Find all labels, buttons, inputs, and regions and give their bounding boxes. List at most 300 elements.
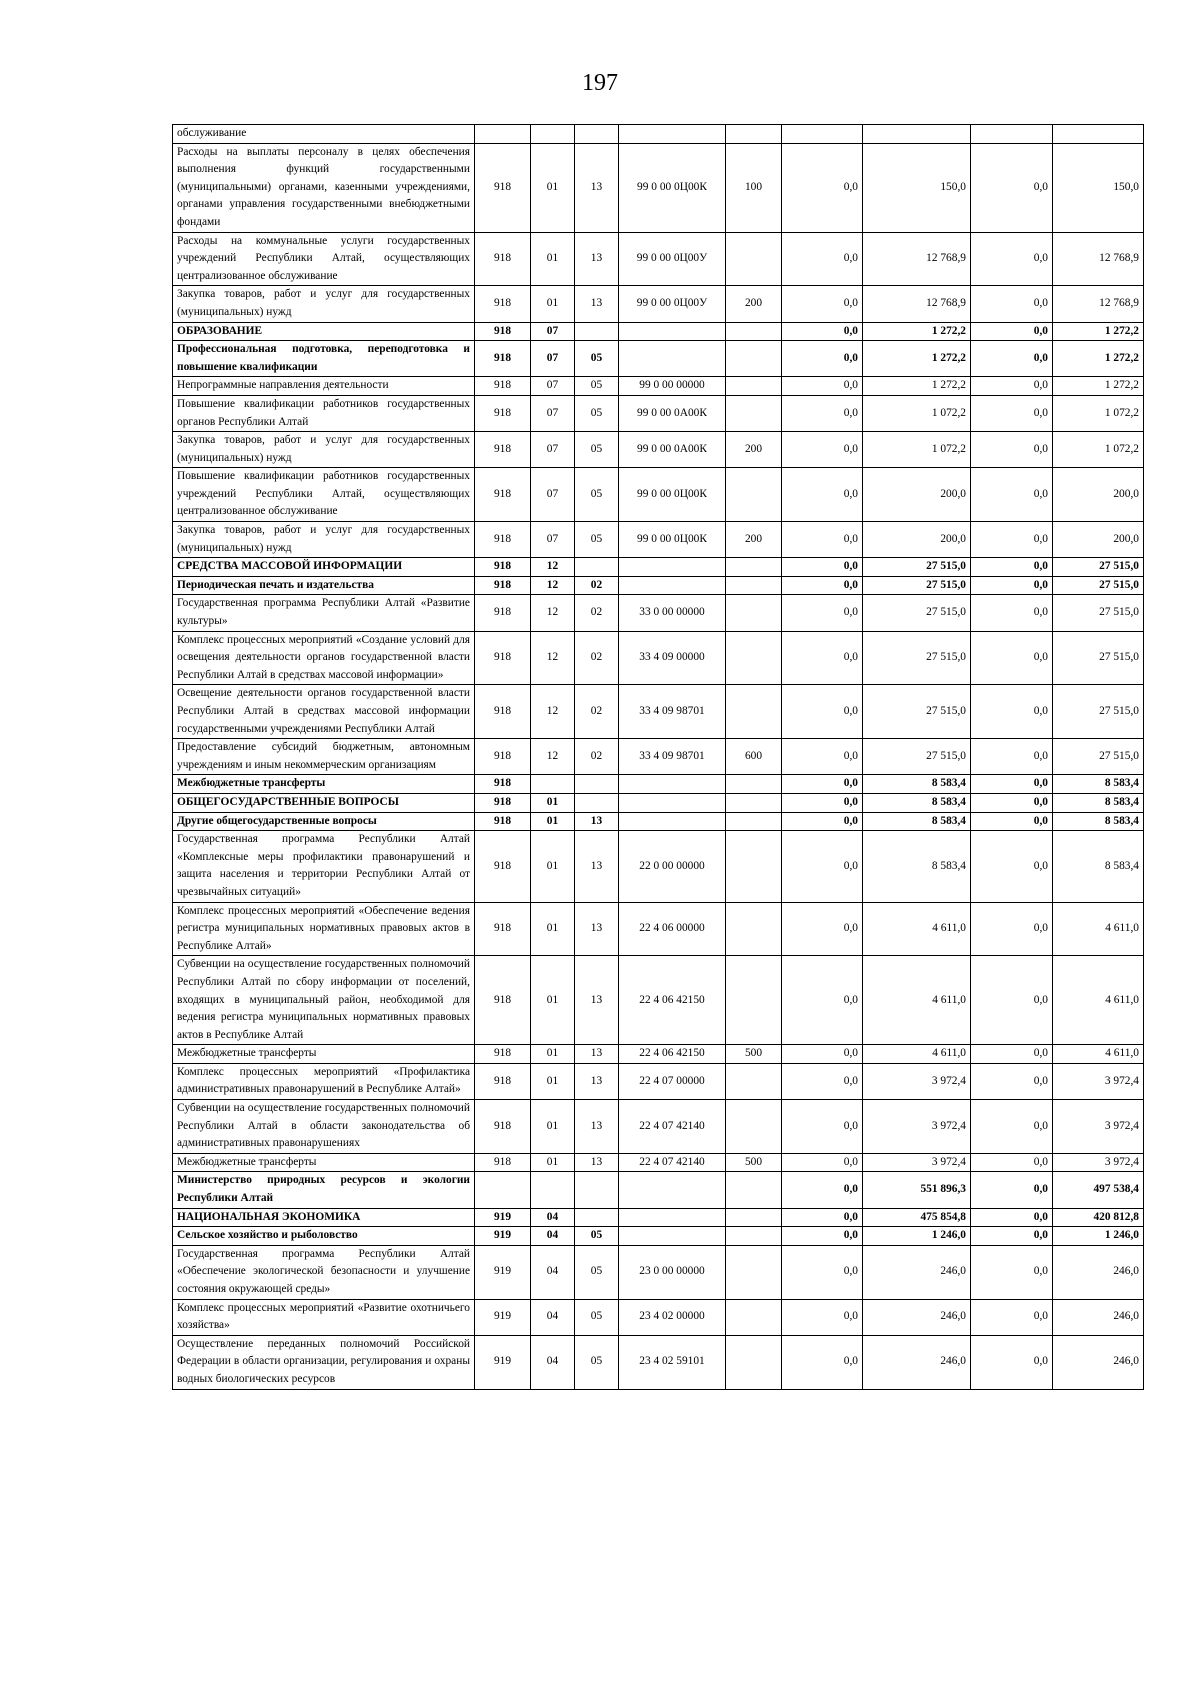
budget-table bbox=[172, 124, 1144, 1390]
cell-amount-4: 27 515,0 bbox=[1053, 739, 1144, 775]
cell-amount-1: 0,0 bbox=[782, 432, 863, 468]
cell-amount-3: 0,0 bbox=[971, 956, 1053, 1045]
cell-target-article bbox=[619, 322, 726, 341]
cell-section-code bbox=[531, 775, 575, 794]
cell-name: Комплекс процессных мероприятий «Создание условий для освещения деятельности органов государственной власти Республики Алтай в средствах массовой информации» bbox=[173, 631, 475, 685]
cell-section-code: 07 bbox=[531, 432, 575, 468]
table-row bbox=[173, 468, 1144, 522]
cell-name: Освещение деятельности органов государственной власти Республики Алтай в средствах массовой информации государственными учреждениями Республики Алтай bbox=[173, 685, 475, 739]
cell-amount-3: 0,0 bbox=[971, 576, 1053, 595]
cell-amount-4: 1 246,0 bbox=[1053, 1227, 1144, 1246]
cell-section-code: 04 bbox=[531, 1299, 575, 1335]
cell-amount-1: 0,0 bbox=[782, 793, 863, 812]
cell-administrator-code: 918 bbox=[475, 631, 531, 685]
cell-amount-2: 27 515,0 bbox=[863, 558, 971, 577]
table-row bbox=[173, 341, 1144, 377]
cell-amount-1: 0,0 bbox=[782, 631, 863, 685]
page-number: 197 bbox=[582, 70, 618, 96]
cell-amount-3: 0,0 bbox=[971, 1045, 1053, 1064]
cell-name: Расходы на выплаты персоналу в целях обеспечения выполнения функций государственными (муниципальными) органами, казенными учреждениями, органами управления государственными внебюджетными фондами bbox=[173, 143, 475, 232]
cell-section-code: 01 bbox=[531, 793, 575, 812]
cell-name: Повышение квалификации работников государственных учреждений Республики Алтай, осуществляющих централизованное обслуживание bbox=[173, 468, 475, 522]
cell-amount-1: 0,0 bbox=[782, 576, 863, 595]
cell-target-article bbox=[619, 1172, 726, 1208]
cell-target-article bbox=[619, 341, 726, 377]
cell-section-code: 07 bbox=[531, 522, 575, 558]
cell-section-code: 01 bbox=[531, 812, 575, 831]
cell-expense-type: 500 bbox=[726, 1045, 782, 1064]
cell-amount-3: 0,0 bbox=[971, 685, 1053, 739]
cell-expense-type bbox=[726, 1063, 782, 1099]
cell-subsection-code: 05 bbox=[575, 1335, 619, 1389]
cell-amount-2 bbox=[863, 125, 971, 144]
cell-expense-type bbox=[726, 468, 782, 522]
cell-amount-4: 200,0 bbox=[1053, 468, 1144, 522]
cell-expense-type bbox=[726, 1227, 782, 1246]
cell-target-article: 23 4 02 00000 bbox=[619, 1299, 726, 1335]
cell-amount-3: 0,0 bbox=[971, 341, 1053, 377]
cell-amount-4: 27 515,0 bbox=[1053, 558, 1144, 577]
cell-amount-3: 0,0 bbox=[971, 322, 1053, 341]
cell-amount-1: 0,0 bbox=[782, 286, 863, 322]
cell-expense-type bbox=[726, 1335, 782, 1389]
cell-subsection-code: 05 bbox=[575, 522, 619, 558]
cell-expense-type bbox=[726, 125, 782, 144]
cell-target-article: 22 4 07 42140 bbox=[619, 1100, 726, 1154]
table-row bbox=[173, 395, 1144, 431]
cell-amount-4: 3 972,4 bbox=[1053, 1153, 1144, 1172]
cell-administrator-code: 918 bbox=[475, 232, 531, 286]
table-row bbox=[173, 739, 1144, 775]
cell-expense-type bbox=[726, 631, 782, 685]
table-row bbox=[173, 1245, 1144, 1299]
table-row bbox=[173, 775, 1144, 794]
cell-amount-2: 1 272,2 bbox=[863, 377, 971, 396]
cell-section-code: 01 bbox=[531, 1045, 575, 1064]
cell-amount-3: 0,0 bbox=[971, 232, 1053, 286]
cell-administrator-code: 918 bbox=[475, 1045, 531, 1064]
cell-target-article bbox=[619, 1208, 726, 1227]
cell-target-article: 33 4 09 98701 bbox=[619, 685, 726, 739]
cell-expense-type: 600 bbox=[726, 739, 782, 775]
cell-amount-2: 12 768,9 bbox=[863, 286, 971, 322]
cell-amount-2: 475 854,8 bbox=[863, 1208, 971, 1227]
cell-name: ОБЩЕГОСУДАРСТВЕННЫЕ ВОПРОСЫ bbox=[173, 793, 475, 812]
cell-amount-3: 0,0 bbox=[971, 812, 1053, 831]
cell-administrator-code bbox=[475, 1172, 531, 1208]
cell-name: Профессиональная подготовка, переподготовка и повышение квалификации bbox=[173, 341, 475, 377]
cell-amount-1: 0,0 bbox=[782, 1063, 863, 1099]
cell-name: Комплекс процессных мероприятий «Развитие охотничьего хозяйства» bbox=[173, 1299, 475, 1335]
cell-expense-type bbox=[726, 1172, 782, 1208]
cell-administrator-code: 918 bbox=[475, 377, 531, 396]
cell-section-code: 07 bbox=[531, 322, 575, 341]
table-row bbox=[173, 1045, 1144, 1064]
table-row bbox=[173, 1100, 1144, 1154]
cell-name: Расходы на коммунальные услуги государственных учреждений Республики Алтай, осуществляющих централизованное обслуживание bbox=[173, 232, 475, 286]
cell-administrator-code: 918 bbox=[475, 558, 531, 577]
cell-subsection-code: 13 bbox=[575, 902, 619, 956]
cell-section-code: 01 bbox=[531, 1153, 575, 1172]
cell-amount-2: 246,0 bbox=[863, 1245, 971, 1299]
cell-amount-2: 3 972,4 bbox=[863, 1153, 971, 1172]
cell-subsection-code: 05 bbox=[575, 1299, 619, 1335]
cell-target-article: 22 4 06 42150 bbox=[619, 1045, 726, 1064]
cell-amount-3: 0,0 bbox=[971, 902, 1053, 956]
cell-amount-1: 0,0 bbox=[782, 739, 863, 775]
cell-subsection-code: 13 bbox=[575, 812, 619, 831]
cell-subsection-code bbox=[575, 1172, 619, 1208]
cell-expense-type bbox=[726, 1245, 782, 1299]
cell-amount-4: 1 072,2 bbox=[1053, 432, 1144, 468]
cell-subsection-code: 13 bbox=[575, 831, 619, 902]
cell-subsection-code bbox=[575, 793, 619, 812]
cell-amount-1: 0,0 bbox=[782, 341, 863, 377]
cell-target-article bbox=[619, 812, 726, 831]
table-row bbox=[173, 631, 1144, 685]
cell-section-code: 07 bbox=[531, 377, 575, 396]
cell-administrator-code: 918 bbox=[475, 322, 531, 341]
cell-administrator-code: 918 bbox=[475, 143, 531, 232]
cell-name: обслуживание bbox=[173, 125, 475, 144]
cell-administrator-code: 918 bbox=[475, 468, 531, 522]
cell-administrator-code: 918 bbox=[475, 902, 531, 956]
cell-amount-1: 0,0 bbox=[782, 1045, 863, 1064]
cell-amount-3: 0,0 bbox=[971, 595, 1053, 631]
cell-amount-1: 0,0 bbox=[782, 232, 863, 286]
cell-amount-2: 200,0 bbox=[863, 522, 971, 558]
cell-target-article: 22 4 07 00000 bbox=[619, 1063, 726, 1099]
cell-subsection-code: 05 bbox=[575, 341, 619, 377]
cell-administrator-code: 918 bbox=[475, 793, 531, 812]
cell-administrator-code: 918 bbox=[475, 775, 531, 794]
cell-subsection-code: 13 bbox=[575, 143, 619, 232]
cell-target-article: 22 0 00 00000 bbox=[619, 831, 726, 902]
table-row bbox=[173, 232, 1144, 286]
cell-name: Субвенции на осуществление государственных полномочий Республики Алтай в области законодательства об административных правонарушениях bbox=[173, 1100, 475, 1154]
cell-section-code: 07 bbox=[531, 395, 575, 431]
cell-amount-4: 12 768,9 bbox=[1053, 232, 1144, 286]
cell-amount-3: 0,0 bbox=[971, 775, 1053, 794]
cell-administrator-code: 918 bbox=[475, 1063, 531, 1099]
cell-expense-type bbox=[726, 595, 782, 631]
cell-amount-1: 0,0 bbox=[782, 1208, 863, 1227]
cell-amount-4: 1 272,2 bbox=[1053, 322, 1144, 341]
cell-section-code: 01 bbox=[531, 143, 575, 232]
cell-administrator-code: 919 bbox=[475, 1227, 531, 1246]
cell-amount-3: 0,0 bbox=[971, 831, 1053, 902]
cell-amount-2: 27 515,0 bbox=[863, 595, 971, 631]
cell-amount-3: 0,0 bbox=[971, 1299, 1053, 1335]
cell-expense-type bbox=[726, 1100, 782, 1154]
cell-amount-2: 4 611,0 bbox=[863, 902, 971, 956]
cell-expense-type bbox=[726, 341, 782, 377]
cell-amount-2: 3 972,4 bbox=[863, 1100, 971, 1154]
cell-amount-1: 0,0 bbox=[782, 831, 863, 902]
cell-amount-3: 0,0 bbox=[971, 522, 1053, 558]
cell-amount-4: 27 515,0 bbox=[1053, 576, 1144, 595]
cell-target-article: 99 0 00 0Ц00У bbox=[619, 232, 726, 286]
cell-expense-type bbox=[726, 395, 782, 431]
cell-amount-2: 1 072,2 bbox=[863, 432, 971, 468]
cell-amount-4: 8 583,4 bbox=[1053, 831, 1144, 902]
cell-amount-2: 8 583,4 bbox=[863, 793, 971, 812]
cell-amount-2: 4 611,0 bbox=[863, 956, 971, 1045]
cell-subsection-code bbox=[575, 558, 619, 577]
cell-name: Сельское хозяйство и рыболовство bbox=[173, 1227, 475, 1246]
cell-amount-3: 0,0 bbox=[971, 1245, 1053, 1299]
cell-amount-1 bbox=[782, 125, 863, 144]
cell-amount-1: 0,0 bbox=[782, 685, 863, 739]
cell-amount-4: 4 611,0 bbox=[1053, 902, 1144, 956]
cell-section-code: 12 bbox=[531, 558, 575, 577]
cell-expense-type bbox=[726, 902, 782, 956]
cell-amount-4: 8 583,4 bbox=[1053, 793, 1144, 812]
cell-subsection-code: 05 bbox=[575, 432, 619, 468]
cell-amount-2: 27 515,0 bbox=[863, 685, 971, 739]
cell-amount-4 bbox=[1053, 125, 1144, 144]
cell-section-code: 04 bbox=[531, 1335, 575, 1389]
cell-name: СРЕДСТВА МАССОВОЙ ИНФОРМАЦИИ bbox=[173, 558, 475, 577]
cell-amount-3: 0,0 bbox=[971, 1172, 1053, 1208]
cell-subsection-code: 13 bbox=[575, 286, 619, 322]
cell-target-article bbox=[619, 793, 726, 812]
cell-amount-2: 1 272,2 bbox=[863, 341, 971, 377]
cell-amount-2: 27 515,0 bbox=[863, 739, 971, 775]
cell-amount-3: 0,0 bbox=[971, 377, 1053, 396]
cell-target-article bbox=[619, 558, 726, 577]
cell-target-article bbox=[619, 125, 726, 144]
cell-administrator-code bbox=[475, 125, 531, 144]
cell-subsection-code: 13 bbox=[575, 1100, 619, 1154]
cell-name: Государственная программа Республики Алтай «Комплексные меры профилактики правонарушений и защита населения и территории Республики Алтай от чрезвычайных ситуаций» bbox=[173, 831, 475, 902]
cell-target-article: 33 0 00 00000 bbox=[619, 595, 726, 631]
cell-administrator-code: 918 bbox=[475, 1100, 531, 1154]
cell-amount-4: 420 812,8 bbox=[1053, 1208, 1144, 1227]
cell-amount-1: 0,0 bbox=[782, 468, 863, 522]
cell-administrator-code: 918 bbox=[475, 432, 531, 468]
cell-amount-4: 3 972,4 bbox=[1053, 1063, 1144, 1099]
cell-target-article: 99 0 00 0Ц00К bbox=[619, 468, 726, 522]
cell-expense-type bbox=[726, 793, 782, 812]
cell-amount-4: 150,0 bbox=[1053, 143, 1144, 232]
cell-amount-4: 12 768,9 bbox=[1053, 286, 1144, 322]
table-row bbox=[173, 125, 1144, 144]
cell-amount-3: 0,0 bbox=[971, 286, 1053, 322]
cell-expense-type bbox=[726, 1299, 782, 1335]
cell-amount-2: 4 611,0 bbox=[863, 1045, 971, 1064]
cell-target-article: 99 0 00 00000 bbox=[619, 377, 726, 396]
cell-expense-type: 500 bbox=[726, 1153, 782, 1172]
cell-expense-type: 200 bbox=[726, 432, 782, 468]
cell-section-code: 04 bbox=[531, 1245, 575, 1299]
cell-target-article: 99 0 00 0А00К bbox=[619, 395, 726, 431]
cell-section-code: 01 bbox=[531, 232, 575, 286]
cell-amount-4: 27 515,0 bbox=[1053, 631, 1144, 685]
cell-amount-4: 8 583,4 bbox=[1053, 775, 1144, 794]
cell-amount-3: 0,0 bbox=[971, 1227, 1053, 1246]
cell-amount-1: 0,0 bbox=[782, 377, 863, 396]
cell-administrator-code: 918 bbox=[475, 595, 531, 631]
cell-administrator-code: 918 bbox=[475, 286, 531, 322]
cell-amount-1: 0,0 bbox=[782, 956, 863, 1045]
cell-target-article bbox=[619, 775, 726, 794]
cell-section-code: 12 bbox=[531, 595, 575, 631]
cell-name: Государственная программа Республики Алтай «Обеспечение экологической безопасности и улучшение состояния окружающей среды» bbox=[173, 1245, 475, 1299]
cell-target-article: 99 0 00 0А00К bbox=[619, 432, 726, 468]
cell-name: Министерство природных ресурсов и экологии Республики Алтай bbox=[173, 1172, 475, 1208]
cell-expense-type bbox=[726, 685, 782, 739]
cell-name: Периодическая печать и издательства bbox=[173, 576, 475, 595]
cell-amount-4: 200,0 bbox=[1053, 522, 1144, 558]
table-row bbox=[173, 522, 1144, 558]
cell-expense-type bbox=[726, 775, 782, 794]
cell-name: Межбюджетные трансферты bbox=[173, 1045, 475, 1064]
cell-name: Закупка товаров, работ и услуг для государственных (муниципальных) нужд bbox=[173, 286, 475, 322]
cell-subsection-code: 13 bbox=[575, 1063, 619, 1099]
cell-administrator-code: 918 bbox=[475, 831, 531, 902]
cell-administrator-code: 918 bbox=[475, 576, 531, 595]
cell-target-article bbox=[619, 576, 726, 595]
cell-amount-2: 27 515,0 bbox=[863, 631, 971, 685]
table-row bbox=[173, 576, 1144, 595]
table-row bbox=[173, 1299, 1144, 1335]
cell-amount-4: 497 538,4 bbox=[1053, 1172, 1144, 1208]
cell-amount-3 bbox=[971, 125, 1053, 144]
cell-expense-type bbox=[726, 377, 782, 396]
cell-amount-4: 246,0 bbox=[1053, 1335, 1144, 1389]
cell-amount-2: 200,0 bbox=[863, 468, 971, 522]
cell-section-code: 12 bbox=[531, 739, 575, 775]
cell-subsection-code: 05 bbox=[575, 1227, 619, 1246]
cell-section-code: 12 bbox=[531, 631, 575, 685]
cell-name: НАЦИОНАЛЬНАЯ ЭКОНОМИКА bbox=[173, 1208, 475, 1227]
cell-section-code: 04 bbox=[531, 1208, 575, 1227]
cell-section-code: 01 bbox=[531, 902, 575, 956]
cell-amount-3: 0,0 bbox=[971, 793, 1053, 812]
cell-subsection-code: 13 bbox=[575, 956, 619, 1045]
cell-administrator-code: 919 bbox=[475, 1335, 531, 1389]
cell-administrator-code: 918 bbox=[475, 685, 531, 739]
cell-target-article: 33 4 09 98701 bbox=[619, 739, 726, 775]
cell-amount-4: 27 515,0 bbox=[1053, 685, 1144, 739]
cell-amount-2: 12 768,9 bbox=[863, 232, 971, 286]
cell-amount-3: 0,0 bbox=[971, 1153, 1053, 1172]
cell-amount-1: 0,0 bbox=[782, 558, 863, 577]
cell-section-code bbox=[531, 1172, 575, 1208]
cell-amount-1: 0,0 bbox=[782, 812, 863, 831]
cell-amount-1: 0,0 bbox=[782, 595, 863, 631]
cell-amount-4: 1 072,2 bbox=[1053, 395, 1144, 431]
cell-name: Другие общегосударственные вопросы bbox=[173, 812, 475, 831]
cell-expense-type: 100 bbox=[726, 143, 782, 232]
cell-section-code: 04 bbox=[531, 1227, 575, 1246]
cell-name: Комплекс процессных мероприятий «Обеспечение ведения регистра муниципальных нормативных правовых актов в Республике Алтай» bbox=[173, 902, 475, 956]
cell-amount-3: 0,0 bbox=[971, 143, 1053, 232]
cell-administrator-code: 919 bbox=[475, 1208, 531, 1227]
cell-amount-1: 0,0 bbox=[782, 522, 863, 558]
cell-amount-4: 246,0 bbox=[1053, 1245, 1144, 1299]
cell-subsection-code: 13 bbox=[575, 1153, 619, 1172]
cell-name: Межбюджетные трансферты bbox=[173, 775, 475, 794]
cell-section-code bbox=[531, 125, 575, 144]
cell-amount-4: 4 611,0 bbox=[1053, 1045, 1144, 1064]
cell-target-article: 23 0 00 00000 bbox=[619, 1245, 726, 1299]
cell-subsection-code: 05 bbox=[575, 1245, 619, 1299]
table-row bbox=[173, 812, 1144, 831]
cell-administrator-code: 918 bbox=[475, 739, 531, 775]
cell-subsection-code bbox=[575, 1208, 619, 1227]
cell-subsection-code bbox=[575, 125, 619, 144]
cell-amount-4: 1 272,2 bbox=[1053, 377, 1144, 396]
cell-expense-type bbox=[726, 812, 782, 831]
cell-expense-type bbox=[726, 322, 782, 341]
cell-subsection-code: 05 bbox=[575, 395, 619, 431]
cell-target-article: 33 4 09 00000 bbox=[619, 631, 726, 685]
table-row bbox=[173, 432, 1144, 468]
cell-name: Предоставление субсидий бюджетным, автономным учреждениям и иным некоммерческим организациям bbox=[173, 739, 475, 775]
cell-subsection-code bbox=[575, 775, 619, 794]
table-row bbox=[173, 1063, 1144, 1099]
cell-subsection-code: 05 bbox=[575, 468, 619, 522]
cell-expense-type bbox=[726, 831, 782, 902]
cell-expense-type: 200 bbox=[726, 522, 782, 558]
cell-amount-2: 150,0 bbox=[863, 143, 971, 232]
cell-subsection-code: 02 bbox=[575, 739, 619, 775]
cell-section-code: 01 bbox=[531, 956, 575, 1045]
cell-expense-type bbox=[726, 956, 782, 1045]
cell-subsection-code: 02 bbox=[575, 595, 619, 631]
cell-administrator-code: 919 bbox=[475, 1245, 531, 1299]
cell-subsection-code: 13 bbox=[575, 232, 619, 286]
cell-amount-1: 0,0 bbox=[782, 1227, 863, 1246]
cell-administrator-code: 918 bbox=[475, 522, 531, 558]
cell-amount-3: 0,0 bbox=[971, 1208, 1053, 1227]
cell-section-code: 01 bbox=[531, 831, 575, 902]
cell-section-code: 12 bbox=[531, 576, 575, 595]
cell-amount-1: 0,0 bbox=[782, 395, 863, 431]
cell-expense-type bbox=[726, 558, 782, 577]
cell-amount-3: 0,0 bbox=[971, 468, 1053, 522]
cell-amount-4: 27 515,0 bbox=[1053, 595, 1144, 631]
cell-amount-3: 0,0 bbox=[971, 1335, 1053, 1389]
cell-amount-3: 0,0 bbox=[971, 1100, 1053, 1154]
cell-amount-1: 0,0 bbox=[782, 775, 863, 794]
cell-amount-1: 0,0 bbox=[782, 902, 863, 956]
cell-amount-2: 1 272,2 bbox=[863, 322, 971, 341]
cell-expense-type bbox=[726, 1208, 782, 1227]
cell-amount-1: 0,0 bbox=[782, 1245, 863, 1299]
table-row bbox=[173, 558, 1144, 577]
cell-name: Межбюджетные трансферты bbox=[173, 1153, 475, 1172]
table-row bbox=[173, 1172, 1144, 1208]
cell-name: ОБРАЗОВАНИЕ bbox=[173, 322, 475, 341]
cell-target-article bbox=[619, 1227, 726, 1246]
cell-administrator-code: 918 bbox=[475, 341, 531, 377]
table-row bbox=[173, 377, 1144, 396]
table-row bbox=[173, 956, 1144, 1045]
cell-section-code: 01 bbox=[531, 1063, 575, 1099]
cell-subsection-code: 02 bbox=[575, 685, 619, 739]
table-row bbox=[173, 595, 1144, 631]
cell-target-article: 23 4 02 59101 bbox=[619, 1335, 726, 1389]
cell-target-article: 22 4 06 00000 bbox=[619, 902, 726, 956]
cell-amount-3: 0,0 bbox=[971, 1063, 1053, 1099]
cell-target-article: 99 0 00 0Ц00У bbox=[619, 286, 726, 322]
cell-section-code: 01 bbox=[531, 286, 575, 322]
cell-expense-type bbox=[726, 232, 782, 286]
cell-name: Осуществление переданных полномочий Российской Федерации в области организации, регулирования и охраны водных биологических ресурсов bbox=[173, 1335, 475, 1389]
